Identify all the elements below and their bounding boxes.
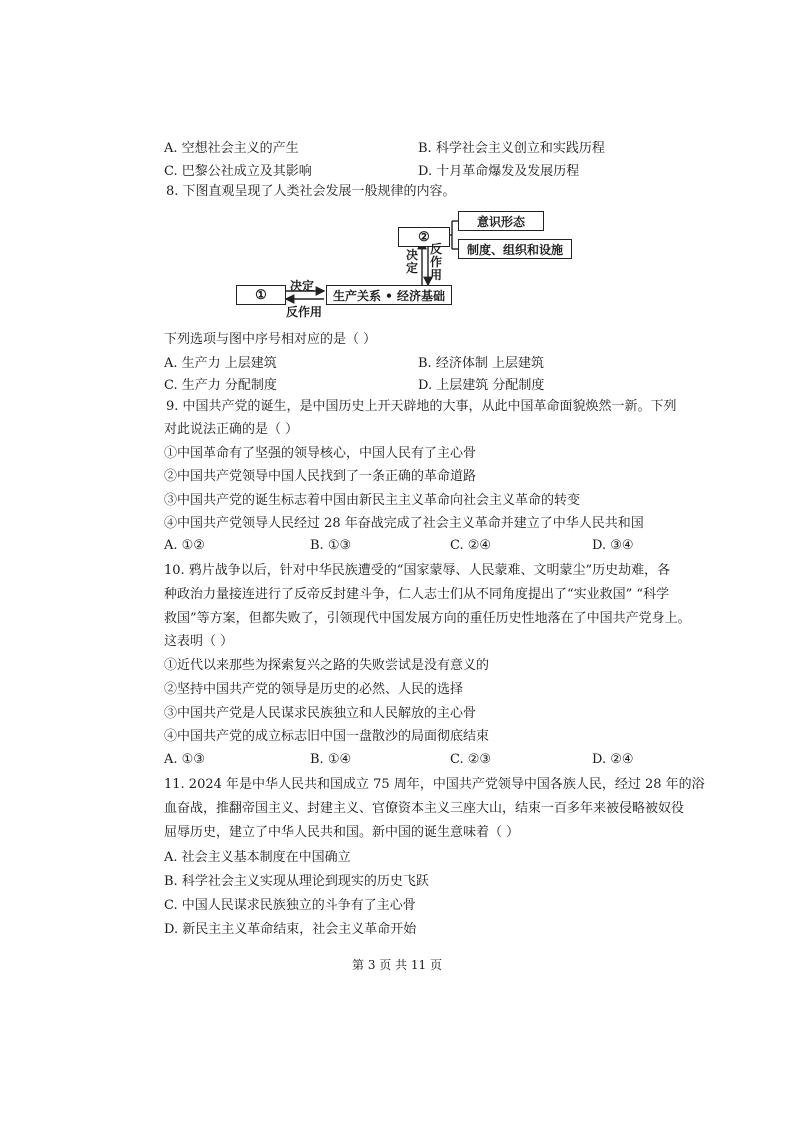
q8-options-row-1 — [164, 352, 624, 370]
q10-option-a[interactable]: A. ①③ — [164, 752, 205, 767]
diagram-box-2: ② — [398, 227, 450, 247]
diagram-box-1: ① — [236, 285, 286, 305]
q9-option-d[interactable]: D. ③④ — [592, 538, 634, 553]
q7-option-a[interactable]: A. 空想社会主义的产生 — [164, 141, 299, 156]
q7-option-c[interactable]: C. 巴黎公社成立及其影响 — [164, 164, 312, 179]
q10-statement-4: ④中国共产党的成立标志旧中国一盘散沙的局面彻底结束 — [164, 729, 490, 744]
q9-options-row — [164, 538, 644, 556]
q8-prompt: 下列选项与图中序号相对应的是（ ） — [164, 332, 377, 347]
q8-option-d[interactable]: D. 上层建筑 分配制度 — [418, 378, 545, 393]
q10-statement-1: ①近代以来那些为探索复兴之路的失败尝试是没有意义的 — [164, 658, 490, 673]
q11-option-b[interactable]: B. 科学社会主义实现从理论到现实的历史飞跃 — [164, 874, 429, 889]
diagram-box-ideology: 意识形态 — [458, 211, 544, 231]
q7-options-row-2 — [164, 160, 624, 178]
q8-stem: 8. 下图直观呈现了人类社会发展一般规律的内容。 — [166, 184, 456, 199]
q9-stem-line-2: 对此说法正确的是（ ） — [164, 422, 299, 437]
q9-statement-3: ③中国共产党的诞生标志着中国由新民主主义革命向社会主义革命的转变 — [164, 493, 581, 508]
label-react-vertical: 反作用 — [430, 242, 443, 282]
q9-option-a[interactable]: A. ①② — [164, 538, 205, 553]
q10-option-d[interactable]: D. ②④ — [592, 752, 634, 767]
q10-stem-line-1: 10. 鸦片战争以后，针对中华民族遭受的“国家蒙辱、人民蒙难、文明蒙尘”历史劫难，各 — [164, 563, 671, 578]
q11-stem-line-1: 11. 2024 年是中华人民共和国成立 75 周年，中国共产党领导中国各族人民，经过 28 年的浴 — [164, 777, 705, 792]
q9-statement-1: ①中国革命有了坚强的领导核心，中国人民有了主心骨 — [164, 446, 477, 461]
q10-statement-3: ③中国共产党是人民谋求民族独立和人民解放的主心骨 — [164, 706, 477, 721]
q7-option-b[interactable]: B. 科学社会主义创立和实践历程 — [418, 141, 605, 156]
q7-options-row-1 — [164, 137, 624, 155]
q8-option-c[interactable]: C. 生产力 分配制度 — [164, 378, 277, 393]
q10-options-row — [164, 752, 644, 770]
label-decide-horizontal: 决定 — [290, 279, 315, 293]
q10-option-b[interactable]: B. ①④ — [310, 752, 352, 767]
q11-option-d[interactable]: D. 新民主主义革命结束，社会主义革命开始 — [164, 922, 417, 937]
q8-diagram — [230, 207, 590, 317]
q11-stem-line-3: 屈辱历史，建立了中华人民共和国。新中国的诞生意味着（ ） — [164, 825, 520, 840]
q11-stem-line-2: 血奋战，推翻帝国主义、封建主义、官僚资本主义三座大山，结束一百多年来被侵略被奴役 — [164, 801, 685, 816]
q10-stem-line-3: 救国”等方案，但都失败了，引领现代中国发展方向的重任历史性地落在了中国共产党身上。 — [164, 611, 691, 626]
diagram-box-relations: 生产关系 • 经济基础 — [326, 285, 452, 305]
q8-options-row-2 — [164, 374, 624, 392]
q10-stem-line-2: 种政治力量接连进行了反帝反封建斗争，仁人志士们从不同角度提出了“实业救国” “科学 — [164, 587, 670, 602]
q9-statement-2: ②中国共产党领导中国人民找到了一条正确的革命道路 — [164, 469, 477, 484]
label-decide-vertical: 决定 — [406, 248, 419, 275]
q10-stem-line-4: 这表明（ ） — [164, 634, 234, 649]
q9-statement-4: ④中国共产党领导人民经过 28 年奋战完成了社会主义革命并建立了中华人民共和国 — [164, 516, 644, 531]
page-number-footer: 第 3 页 共 11 页 — [352, 958, 442, 972]
q9-stem-line-1: 9. 中国共产党的诞生，是中国历史上开天辟地的大事，从此中国革命面貌焕然一新。下列 — [166, 399, 677, 414]
q9-option-c[interactable]: C. ②④ — [450, 538, 492, 553]
label-react-horizontal: 反作用 — [286, 305, 323, 319]
q11-option-a[interactable]: A. 社会主义基本制度在中国确立 — [164, 850, 351, 865]
q7-option-d[interactable]: D. 十月革命爆发及发展历程 — [418, 164, 580, 179]
q10-statement-2: ②坚持中国共产党的领导是历史的必然、人民的选择 — [164, 682, 464, 697]
q8-option-b[interactable]: B. 经济体制 上层建筑 — [418, 356, 544, 371]
q11-option-c[interactable]: C. 中国人民谋求民族独立的斗争有了主心骨 — [164, 898, 416, 913]
q8-option-a[interactable]: A. 生产力 上层建筑 — [164, 356, 277, 371]
q9-option-b[interactable]: B. ①③ — [310, 538, 352, 553]
q10-option-c[interactable]: C. ②③ — [450, 752, 492, 767]
diagram-box-institutions: 制度、组织和设施 — [458, 239, 572, 259]
